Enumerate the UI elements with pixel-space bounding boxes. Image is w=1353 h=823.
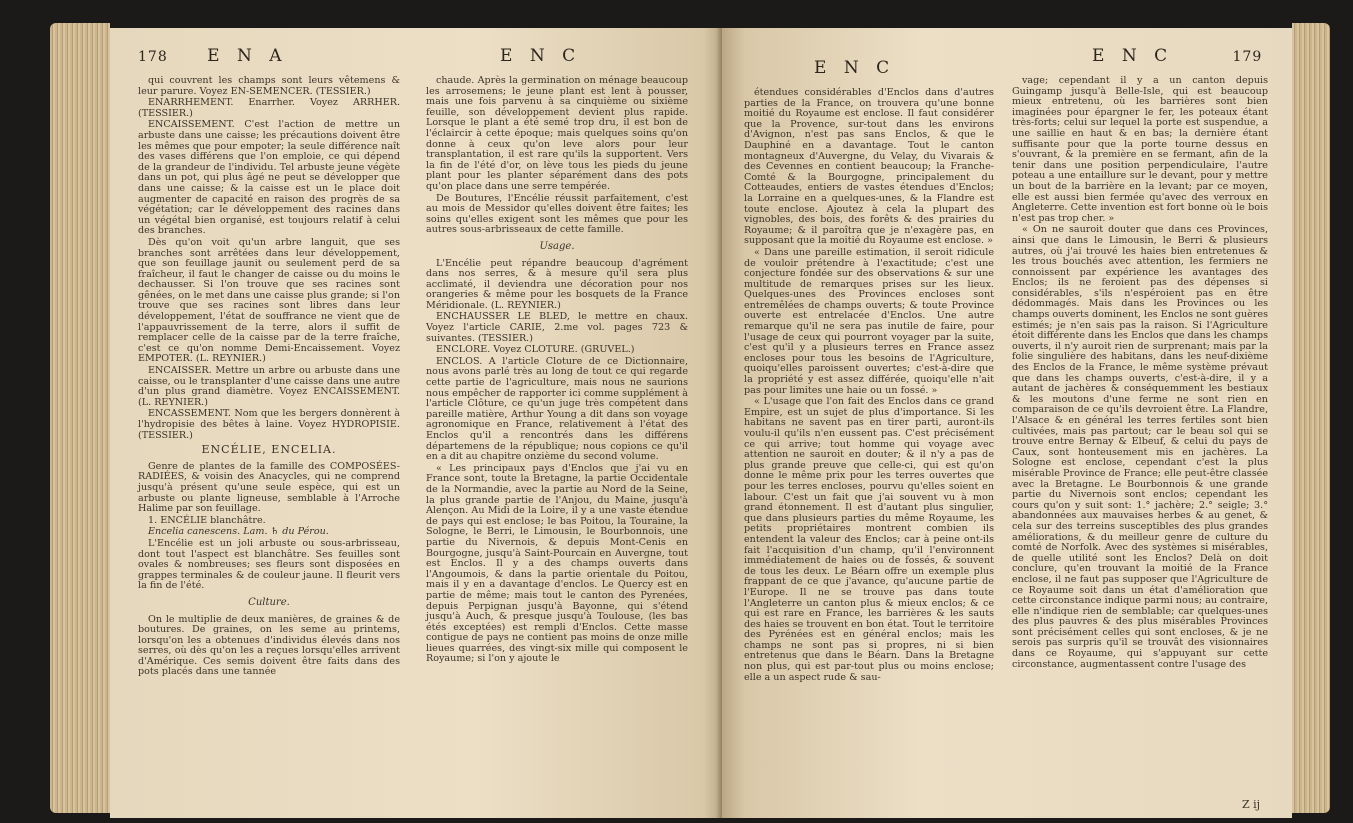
paragraph: ENCAISSEMENT. C'est l'action de mettre un arbuste dans une caisse; les précautions doivent être les mêmes que pour empoter; la seule différence naît des vases différens que l'on emploie, ce qui dépend de la grandeur de l'individu. Tel arbuste jeune végète dans un pot, qui plus âgé ne peut se développer que dans une caisse; & la caisse est un le place doit augmenter de capacité en raison des progrès de sa végétation; car le développement des racines dans un végétal bien organisé, est toujours relatif à celui des branches. bbox=[138, 119, 400, 237]
left-running-head: E N A bbox=[207, 46, 288, 66]
paragraph: 1. ENCÉLIE blanchâtre. bbox=[148, 514, 266, 526]
right-column-2 bbox=[1012, 76, 1268, 671]
paragraph: étendues considérables d'Enclos dans d'autres parties de la France, on trouvera qu'une bonne moitié du Royaume est enclose. Il faut considérer que la Provence, sur-tout dans les environs d'Avignon, n'est pas sans Enclos, & que le Dauphiné en a davantage. Tout le canton montagneux d'Auvergne, du Velay, du Vivarais & des Cevennes en contient beaucoup; la Franche-Comté & la Bourgogne, principalement du Cotteaudes, entiers de vastes étendues d'Enclos; la Lorraine en a quelques-unes, & la Flandre est toute enclose. Ajoutez à cela la plupart des vignobles, des bois, des forêts & des prairies du Royaume; & il paroîtra que je n'exagère pas, en supposant que la moitié du Royaume est enclose. » bbox=[744, 87, 994, 247]
paragraph: ENCLOS. A l'article Cloture de ce Dictionnaire, nous avons parlé très au long de tout ce qui regarde cette partie de l'agriculture, mais nous ne saurions nous empêcher de rapporter ici comme supplément à l'article Clôture, ce qu'un juge très compétent dans pareille matière, Arthur Young a dit dans son voyage agronomique en France, relativement à l'état des Enclos qu'il a rencontrés dans les différens départemens de la république; nous copions ce qu'il en a dit au chapitre onzième du second volume. bbox=[426, 355, 688, 463]
left-column-2 bbox=[426, 76, 688, 666]
section-heading: ENCÉLIE, ENCELIA. bbox=[201, 443, 337, 457]
subheading: Culture. bbox=[248, 596, 290, 608]
left-column-1 bbox=[138, 76, 400, 679]
paragraph: « Les principaux pays d'Enclos que j'ai vu en France sont, toute la Bretagne, la partie Occidentale de la Normandie, avec la partie au Nord de la Seine, la plus grande partie de l'Anjou, du Maine, jusqu'à Alençon. Au Midi de la Loire, il y a une vaste étendue de pays qui est enclose; le bas Poitou, la Touraine, la Sologne, le Berri, le Limousin, le Bourbonnois, une partie du Nivernois, & depuis Mont-Cenis en Bourgogne, jusqu'à Saint-Pourcain en Auvergne, tout est Enclos. Il y a des champs ouverts dans l'Angoumois, & dans la partie orientale du Poitou, mais il y en a davantage d'enclos. Le Quercy est en partie de même; mais tout le canton des Pyrenées, depuis Perpignan jusqu'à Bayonne, qui s'étend jusqu'à Auch, & presque jusqu'à Toulouse, (les bas étés exceptées) est rempli d'Enclos. Cette masse contigue de pays ne contient pas moins de onze mille lieues quarrées, des vingt-six mille qui composent le Royaume; si l'on y ajoute le bbox=[426, 462, 688, 665]
page-edges-left bbox=[50, 23, 110, 813]
paragraph: Encelia canescens. Lam. ♄ du Pérou. bbox=[148, 526, 329, 538]
left-page-header-left bbox=[138, 46, 288, 66]
paragraph: ENCLORE. Voyez CLOTURE. (GRUVEL.) bbox=[436, 344, 635, 356]
paragraph: ENARRHEMENT. Enarrher. Voyez ARRHER. (TESSIER.) bbox=[138, 97, 400, 119]
paragraph: Genre de plantes de la famille des COMPOSÉES-RADIÉES, & voisin des Anacycles, qui ne comprend jusqu'à présent qu'une seule espèce, qui est un arbuste ou plante ligneuse, semblable à l'Arroche Halime par son feuillage. bbox=[138, 460, 400, 515]
paragraph: L'Encélie peut répandre beaucoup d'agrément dans nos serres, & à mesure qu'il sera plus acclimaté, il deviendra une décoration pour nos orangeries & même pour les bosquets de la France Méridionale. (L. REYNIER.) bbox=[426, 257, 688, 311]
right-page-header-left: E N C bbox=[814, 58, 896, 78]
left-page-header-right: E N C bbox=[500, 46, 582, 66]
paragraph: chaude. Après la germination on ménage beaucoup les arrosemens; le jeune plant est lent à pousser, mais une fois parvenu à sa cinquième ou sixième feuille, son développement devient plus rapide. Lorsque le plant a été semé trop dru, il est bon de l'éclaircir à cette époque; mais quelques soins qu'on donne à ceux qu'on leve alors pour leur transplantation, il est rare qu'ils la supportent. Vers la fin de l'été d'or, on lève tous les pieds du jeune plant pour les planter séparément dans des pots qu'on place dans une serre tempérée. bbox=[426, 75, 688, 192]
paragraph: ENCAISSER. Mettre un arbre ou arbuste dans une caisse, ou le transplanter d'une caisse dans une autre d'un plus grand diamètre. Voyez ENCAISSEMENT. (L. REYNIER.) bbox=[138, 365, 400, 408]
left-page bbox=[110, 28, 722, 818]
paragraph: L'Encélie est un joli arbuste ou sous-arbrisseau, dont tout l'aspect est blanchâtre. Ses feuilles sont ovales & nombreuses; ses fleurs sont disposées en grappes terminales & de couleur jaune. Il fleurit vers la fin de l'été. bbox=[138, 537, 400, 592]
right-page bbox=[722, 28, 1292, 818]
paragraph: vage; cependant il y a un canton depuis Guingamp jusqu'à Belle-Isle, qui est beaucoup mieux entretenu, où les barrières sont bien imaginées pour épargner le fer, les poteaux étant très-forts; celui sur lequel la porte est suspendue, a une saillie en haut & en bas; la dernière étant suffisante pour que la porte tourne dessus en s'ouvrant, & la première en se fermant, afin de la tenir dans une position perpendiculaire, l'autre poteau a une entaillure sur le devant, pour y mettre un bout de la barrière en la levant; par ce moyen, elle est aussi bien fermée qu'avec des verroux en Angleterre. Cette invention est fort bonne où le bois n'est pas trop cher. » bbox=[1012, 75, 1268, 224]
paragraph: qui couvrent les champs sont leurs vêtemens & leur parure. Voyez EN-SEMENCER. (TESSIER.) bbox=[138, 75, 400, 97]
paragraph: « L'usage que l'on fait des Enclos dans ce grand Empire, est un sujet de plus d'importance. Si les habitans ne savent pas en tirer parti, auront-ils voulu-il qu'ils n'en eussent pas. C'est précisément ce qui arrive; tout homme qui voyage avec attention ne sauroit en douter; & il n'y a pas de plus grande preuve que celle-ci, qui est qu'on donne le même prix pour les terres ouvertes que pour les terres encloses, pourvu qu'elles soient en labour. C'est un fait que j'ai souvent vu à mon grand étonnement. Il est d'autant plus singulier, que dans plusieurs parties du même Royaume, les petits propriétaires montrent combien ils entendent la valeur des Enclos; car à peine ont-ils fait l'acquisition d'un champ, qu'il l'environnent immédiatement de haies ou de fossés, & souvent de tous les deux. Le Béarn offre un exemple plus frappant de ce que j'avance, qu'aucune partie de l'Europe. Il ne se trouve pas dans toute l'Angleterre un canton plus & mieux enclos; & ce qui est rare en France, les barrières & les sauts des haies se trouvent en bon état. Tout le territoire des Pyrénées est en général enclos; mais les champs ne sont pas si propres, ni si bien entretenus que dans le Béarn. Dans la Bretagne non plus, qui est par-tout plus ou moins enclose; elle a un aspect rude & sau- bbox=[744, 396, 994, 683]
paragraph: Dès qu'on voit qu'un arbre languit, que ses branches sont arrêtées dans leur développement, que son feuillage jaunit ou seulement perd de sa fraîcheur, il faut le changer de caisse ou du moins le dechausser. Si l'on trouve que ses racines sont gênées, on le met dans une caisse plus grande; si l'on trouve que ses racines sont libres dans leur développement, l'état de souffrance ne vient que de l'appauvrissement de la terre, alors il suffit de remplacer celle de la caisse par de la terre fraîche, c'est ce qu'on nomme Demi-Encaissement. Voyez EMPOTER. (L. REYNIER.) bbox=[138, 236, 400, 365]
page-edges-right bbox=[1292, 23, 1330, 813]
subheading: Usage. bbox=[539, 240, 575, 252]
open-book bbox=[40, 8, 1330, 820]
right-page-number: 179 bbox=[1232, 49, 1263, 65]
right-running-head: E N C bbox=[1092, 46, 1174, 66]
left-page-number: 178 bbox=[138, 49, 168, 65]
paragraph: ENCASSEMENT. Nom que les bergers donnèrent à l'hydropisie des bêtes à laine. Voyez HYDROPISIE. (TESSIER.) bbox=[138, 408, 400, 441]
paragraph: « Dans une pareille estimation, il seroit ridicule de vouloir prétendre à l'exactitude; c'est une conjecture fondée sur des observations & sur une multitude de remarques prises sur les lieux. Quelques-unes des Provinces encloses sont entremêlées de champs ouverts; & toute Province ouverte est entrelacée d'Enclos. Une autre remarque qu'il ne sera pas inutile de faire, pour l'usage de ceux qui pourront voyager par la suite, c'est qu'il y a plusieurs terres en France assez encloses pour tous les besoins de l'Agriculture, quoiqu'elles paroissent ouvertes; c'est-à-dire que la propriété y est assez différée, quoiqu'elle n'ait pas pour limites une haie ou un fossé. » bbox=[744, 246, 994, 396]
right-page-header-right bbox=[1092, 46, 1262, 66]
paragraph: ENCHAUSSER LE BLED, le mettre en chaux. Voyez l'article CARIE, 2.me vol. pages 723 & suivantes. (TESSIER.) bbox=[426, 311, 688, 344]
paragraph: On le multiplie de deux manières, de graines & de boutures. De graines, on les seme au printems, lorsqu'on les a obtenues d'individus élevés dans nos serres, où dès qu'on les a reçues lorsqu'elles arrivent d'Amérique. Ces semis doivent être faits dans des pots placés dans une tannée bbox=[138, 613, 400, 678]
paragraph: De Boutures, l'Encélie réussit parfaitement, c'est au mois de Messidor qu'elles doivent être faites; les soins qu'elles exigent sont les mêmes que pour les autres sous-arbrisseaux de cette famille. bbox=[426, 192, 688, 236]
paragraph: « On ne sauroit douter que dans ces Provinces, ainsi que dans le Limousin, le Berri & plusieurs autres, où j'ai trouvé les haies bien entretenues & les trous bouchés avec attention, les fermiers ne connoissent par expérience les avantages des Enclos; ils ne feroient pas des dépenses si considérables, s'ils n'espéroient pas en être dédommagés. Mais dans les Provinces ou les champs ouverts dominent, les Enclos ne sont guères estimés; je n'en sais pas la raison. Si l'Agriculture étoit différente dans les Enclos que dans les champs ouverts, il n'y auroit rien de surprenant; mais par la folie singulière des habitans, dans les neuf-dixième des Enclos de la France, le même système prévaut que dans les champs ouverts, c'est-à-dire, il y a autant de jachères & conséquemment les bestiaux & les moutons d'une ferme ne sont rien en comparaison de ce qu'ils devroient être. La Flandre, l'Alsace & en général les terres fertiles sont bien cultivées, mais pas partout; car le beau sol qui se trouve entre Bernay & Elbeuf, & celui du pays de Caux, sont honteusement mis en jachères. La Sologne est enclose, cependant c'est la plus misérable Province de France; elle peut-être classée avec la Bretagne. Le Bourbonnois & une grande partie du Nivernois sont enclos; cependant les cours qu'on y suit sont: 1.° jachère; 2.° seigle; 3.° abandonnées aux mauvaises herbes & au genet, & cela sur des terreins susceptibles des plus grandes améliorations, & du meilleur genre de culture du comté de Norfolk. Avec des systèmes si misérables, de quelle utilité sont les Enclos? Delà on doit conclure, qu'en trouvant la moitié de la France enclose, il ne faut pas supposer que l'Agriculture de ce Royaume soit dans un état d'amélioration que cette circonstance indique parmi nous; au contraire, elle n'indique rien de semblable; car quelques-unes des plus pauvres & des plus misérables Provinces sont précisément celles qui sont encloses, & je ne serois pas surpris qu'il se trouvât des visionnaires dans ce Royaume, qui s'appuyant sur cette circonstance, augmentassent contre l'usage des bbox=[1012, 224, 1268, 670]
signature-mark: Z ij bbox=[1242, 798, 1261, 811]
right-column-1 bbox=[744, 88, 994, 684]
